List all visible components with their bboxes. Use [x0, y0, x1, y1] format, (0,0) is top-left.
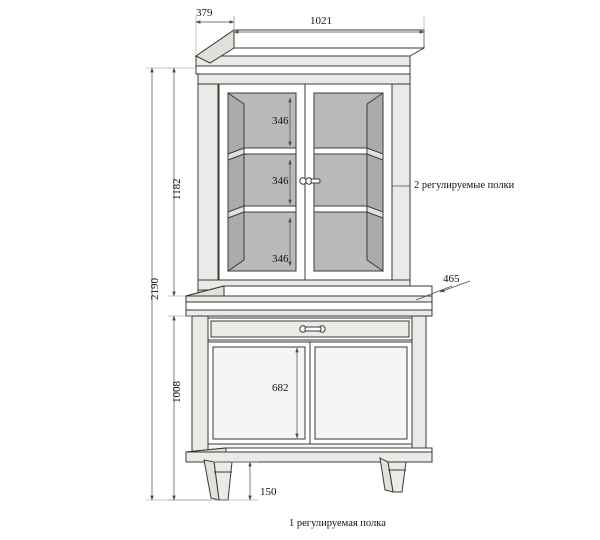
mid-worktop	[186, 286, 432, 316]
dim-label-door-height-lower: 682	[272, 382, 289, 394]
drawer-handle	[300, 326, 325, 332]
dim-label-shelf-gap-2: 346	[272, 175, 289, 187]
dim-label-height-upper: 1182	[171, 178, 183, 200]
dim-label-depth-top: 379	[196, 7, 213, 19]
dim-label-height-lower: 1008	[171, 381, 183, 403]
dim-label-leg-height: 150	[260, 486, 277, 498]
dim-label-shelf-gap-3: 346	[272, 253, 289, 265]
upper-door-handle-right	[306, 178, 320, 184]
cabinet-legs	[204, 458, 406, 500]
lower-drawer	[208, 318, 412, 340]
upper-door-handle-left	[300, 178, 306, 184]
dim-label-width-top: 1021	[310, 15, 332, 27]
upper-glass-doors	[219, 84, 392, 280]
dim-label-depth-bottom: 465	[443, 273, 460, 285]
dim-label-height-total: 2190	[149, 278, 161, 300]
note-lower-shelf: 1 регулируемая полка	[289, 518, 386, 529]
dim-label-shelf-gap-1: 346	[272, 115, 289, 127]
base-plinth	[186, 448, 432, 462]
upper-cornice	[196, 30, 424, 74]
note-upper-shelves: 2 регулируемые полки	[414, 180, 515, 191]
lower-doors	[208, 342, 412, 444]
